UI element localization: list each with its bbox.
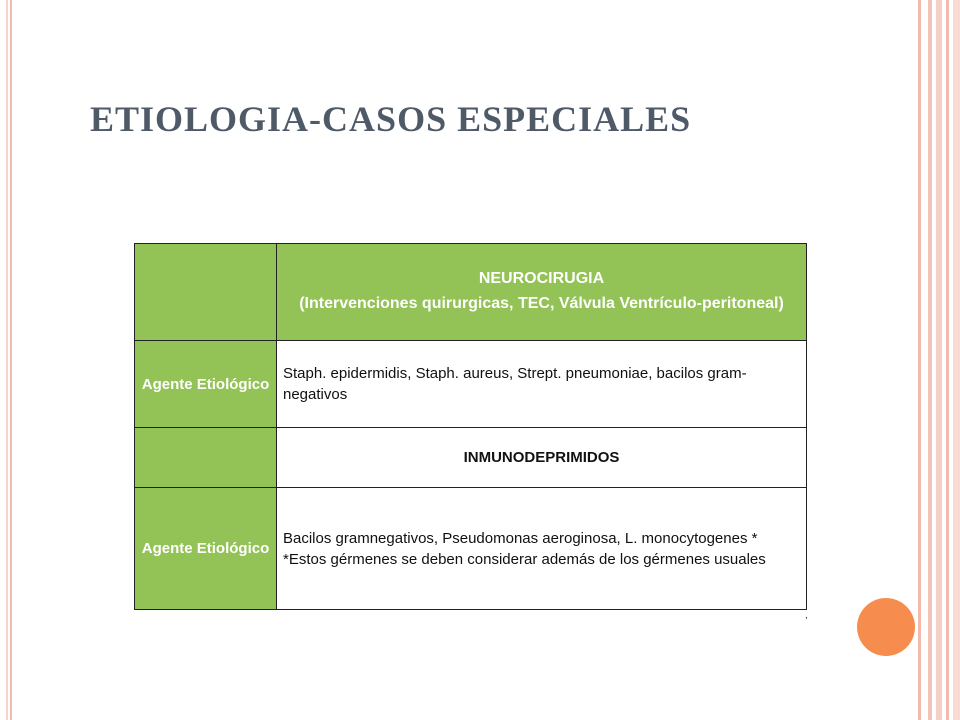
stripe [928, 0, 932, 720]
stripe [918, 0, 921, 720]
neurocirugia-header [277, 244, 807, 341]
agents-inmunodeprimidos [277, 488, 807, 610]
table-row [135, 244, 807, 341]
etiology-table [134, 243, 807, 609]
slide-left-border [0, 0, 12, 720]
slide-right-stripes [918, 0, 960, 720]
agent-label-inmunodeprimidos: Agente Etiológico [135, 488, 277, 610]
agents-line-1: Bacilos gramnegativos, Pseudomonas aeroginosa, L. monocytogenes * [283, 529, 758, 547]
stripe [946, 0, 949, 720]
stripe [953, 0, 960, 720]
empty-label-cell [135, 428, 277, 488]
decorative-mark: , [805, 610, 808, 621]
inmunodeprimidos-heading: INMUNODEPRIMIDOS [277, 428, 807, 488]
orange-circle-decoration [857, 598, 915, 656]
agents-neurocirugia: Staph. epidermidis, Staph. aureus, Strept. pneumoniae, bacilos gram-negativos [277, 341, 807, 428]
empty-label-cell [135, 244, 277, 341]
neurocirugia-subheading: (Intervenciones quirurgicas, TEC, Válvula Ventrículo-peritoneal) [299, 295, 784, 312]
table-row [135, 428, 807, 488]
stripe [936, 0, 942, 720]
slide-title: ETIOLOGIA-CASOS ESPECIALES [90, 99, 692, 139]
table-row [135, 488, 807, 610]
agents-line-2: *Estos gérmenes se deben considerar además de los gérmenes usuales [283, 550, 766, 568]
table-row [135, 341, 807, 428]
neurocirugia-heading: NEUROCIRUGIA [478, 270, 605, 288]
agent-label-neurocirugia: Agente Etiológico [135, 341, 277, 428]
